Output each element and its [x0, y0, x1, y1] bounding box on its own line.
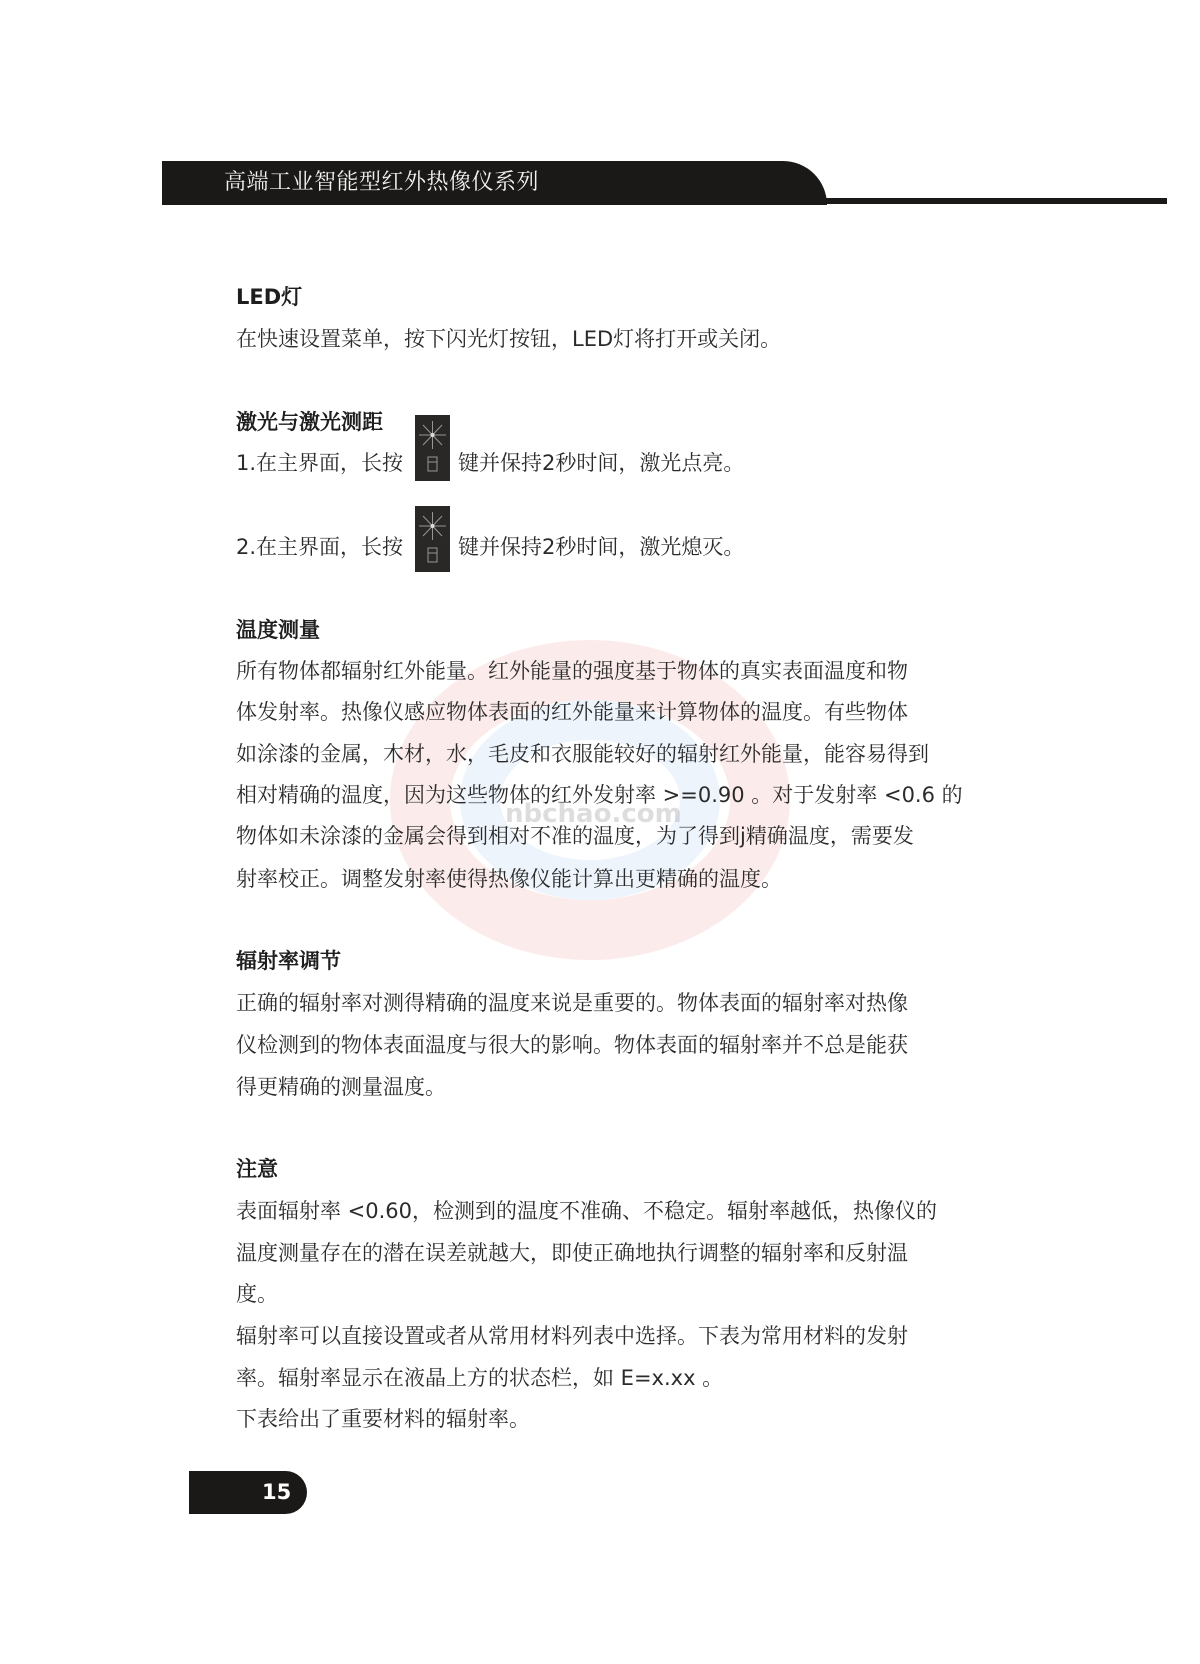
paragraph-line: 辐射率可以直接设置或者从常用材料列表中选择。下表为常用材料的发射 — [236, 1324, 908, 1348]
page-number: 15 — [262, 1480, 292, 1504]
laser-key-icon — [415, 506, 450, 572]
paragraph-line: 射率校正。调整发射率使得热像仪能计算出更精确的温度。 — [236, 867, 782, 891]
step-2-before: 2.在主界面，长按 — [236, 535, 404, 559]
paragraph-line: 如涂漆的金属，木材，水，毛皮和衣服能较好的辐射红外能量，能容易得到 — [236, 742, 929, 766]
paragraph-line: 正确的辐射率对测得精确的温度来说是重要的。物体表面的辐射率对热像 — [236, 991, 908, 1015]
laser-key-icon — [415, 415, 450, 481]
paragraph-line: 温度测量存在的潜在误差就越大，即使正确地执行调整的辐射率和反射温 — [236, 1241, 908, 1265]
step-1-before: 1.在主界面，长按 — [236, 451, 404, 475]
paragraph-line: 所有物体都辐射红外能量。红外能量的强度基于物体的真实表面温度和物 — [236, 659, 908, 683]
paragraph-line: 度。 — [236, 1282, 278, 1306]
heading-temperature: 温度测量 — [236, 618, 320, 642]
heading-led: LED灯 — [236, 285, 303, 309]
paragraph-line: 表面辐射率 <0.60，检测到的温度不准确、不稳定。辐射率越低，热像仪的 — [236, 1199, 938, 1223]
paragraph-line: 仪检测到的物体表面温度与很大的影响。物体表面的辐射率并不总是能获 — [236, 1033, 908, 1057]
heading-laser: 激光与激光测距 — [236, 410, 383, 434]
header-title: 高端工业智能型红外热像仪系列 — [224, 170, 540, 195]
paragraph-line: 在快速设置菜单，按下闪光灯按钮，LED灯将打开或关闭。 — [236, 327, 782, 351]
header-rule — [800, 198, 1167, 204]
step-1-after: 键并保持2秒时间，激光点亮。 — [458, 451, 745, 475]
heading-note: 注意 — [236, 1157, 278, 1181]
paragraph-line: 体发射率。热像仪感应物体表面的红外能量来计算物体的温度。有些物体 — [236, 700, 908, 724]
paragraph-line: 得更精确的测量温度。 — [236, 1075, 446, 1099]
watermark-text: nbchao.com — [505, 799, 682, 829]
heading-emissivity: 辐射率调节 — [236, 949, 341, 973]
step-2-after: 键并保持2秒时间，激光熄灭。 — [458, 535, 745, 559]
paragraph-line: 下表给出了重要材料的辐射率。 — [236, 1407, 530, 1431]
paragraph-line: 率。辐射率显示在液晶上方的状态栏，如 E=x.xx 。 — [236, 1366, 724, 1390]
paragraph-line: 相对精确的温度，因为这些物体的红外发射率 >=0.90 。对于发射率 <0.6 的 — [236, 783, 963, 807]
paragraph-line: 物体如未涂漆的金属会得到相对不准的温度，为了得到j精确温度，需要发 — [236, 824, 914, 848]
